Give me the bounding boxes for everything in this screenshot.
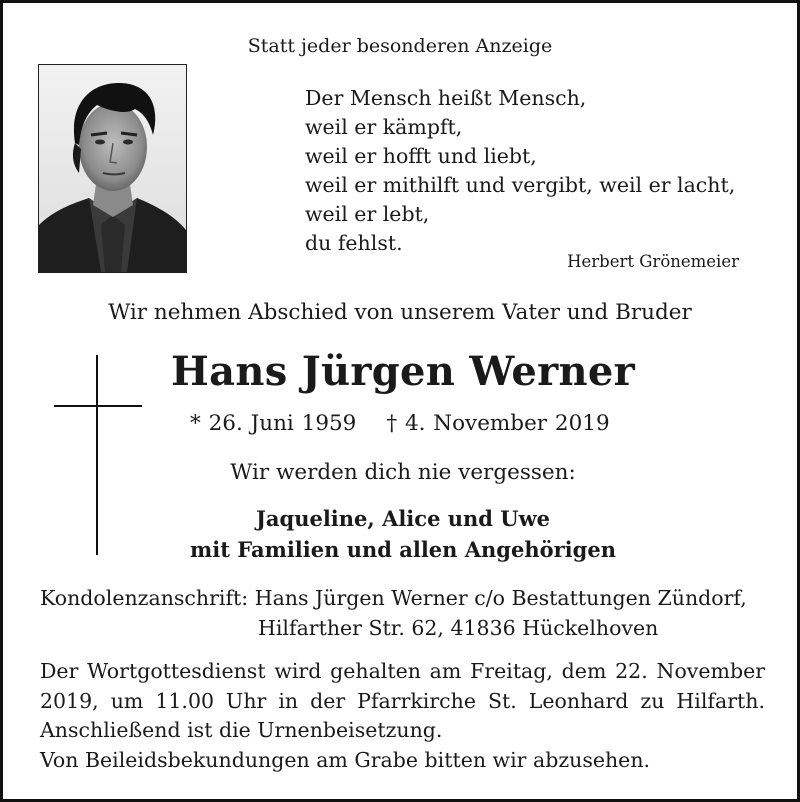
- poem: [305, 84, 735, 258]
- condolence-line-1: Kondolenzanschrift: Hans Jürgen Werner c/o Bestattungen Zündorf,: [40, 586, 747, 610]
- poem-line: weil er lebt,: [305, 202, 430, 226]
- life-dates: [190, 411, 610, 436]
- service-details: [40, 657, 765, 775]
- service-line: 2019, um 11.00 Uhr in der Pfarrkirche St. Leonhard zu Hilfarth.: [40, 688, 765, 713]
- poem-line: weil er hofft und liebt,: [305, 144, 537, 168]
- cross-icon-bar: [54, 405, 142, 407]
- poem-line: weil er kämpft,: [305, 115, 463, 139]
- remembrance-line: Wir werden dich nie vergessen:: [230, 460, 576, 485]
- service-line: Anschließend ist die Urnenbeisetzung.: [40, 718, 443, 742]
- condolence-address: [40, 583, 747, 643]
- notice-header: Statt jeder besonderen Anzeige: [247, 35, 553, 57]
- poem-line: Der Mensch heißt Mensch,: [305, 86, 587, 110]
- mourner-names: Jaqueline, Alice und Uwe: [255, 506, 551, 531]
- death-date: † 4. November 2019: [386, 411, 610, 436]
- birth-date: * 26. Juni 1959: [190, 411, 357, 436]
- poem-line: weil er mithilft und vergibt, weil er lacht,: [305, 173, 736, 197]
- mourners: [3, 503, 797, 565]
- deceased-name: Hans Jürgen Werner: [171, 348, 635, 395]
- poem-author: Herbert Grönemeier: [567, 252, 739, 271]
- portrait-photo: [38, 64, 187, 273]
- farewell-intro: Wir nehmen Abschied von unserem Vater und Bruder: [108, 300, 692, 325]
- mourner-families: mit Familien und allen Angehörigen: [190, 537, 616, 562]
- service-line: Von Beileidsbekundungen am Grabe bitten wir abzusehen.: [40, 747, 651, 772]
- poem-line: du fehlst.: [305, 231, 403, 255]
- condolence-line-2: Hilfarther Str. 62, 41836 Hückelhoven: [258, 616, 659, 640]
- service-line: Der Wortgottesdienst wird gehalten am Freitag, dem 22. November: [40, 659, 765, 683]
